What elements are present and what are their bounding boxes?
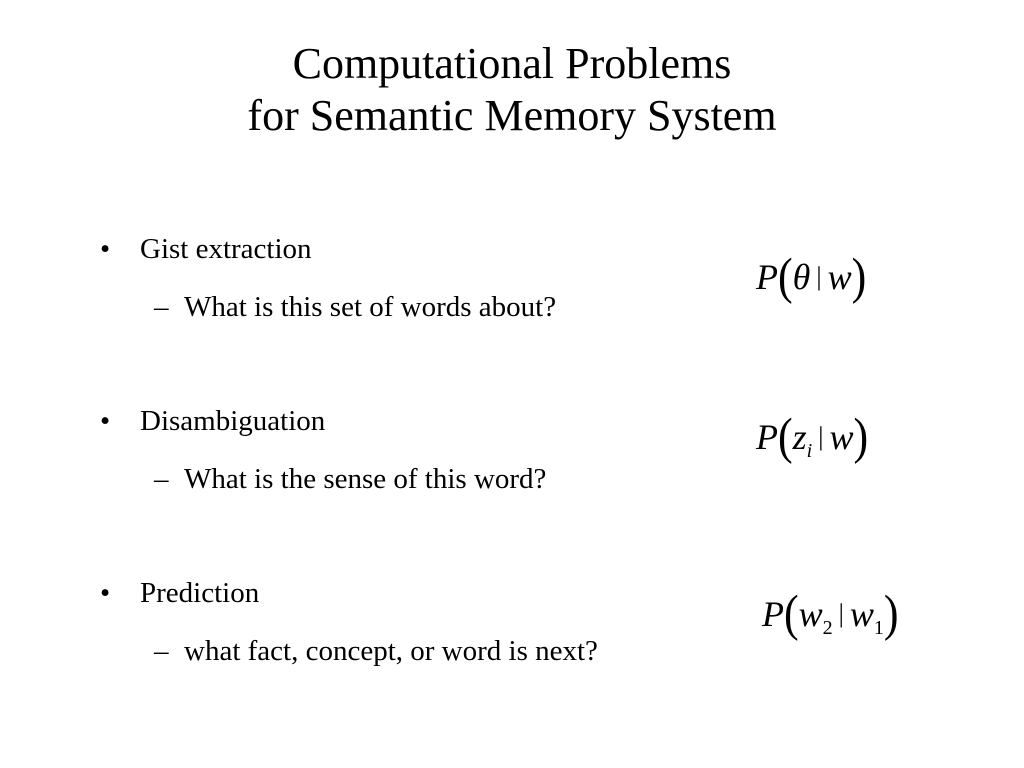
formula-p: P bbox=[762, 594, 784, 634]
formula-arg2: w bbox=[829, 417, 854, 457]
bullet-marker: • bbox=[100, 577, 111, 609]
bullet-text: Disambiguation bbox=[140, 405, 326, 437]
formula-bar: | bbox=[818, 422, 824, 451]
slide-title bbox=[0, 38, 1024, 142]
formula-bar: | bbox=[838, 599, 844, 628]
formula-close-paren: ) bbox=[883, 585, 899, 642]
formula-arg1-sub: 2 bbox=[822, 617, 833, 639]
formula-arg2: w bbox=[849, 594, 874, 634]
formula-arg1: z bbox=[792, 417, 807, 457]
sub-bullet-prediction-question bbox=[154, 634, 598, 668]
formula-arg1: w bbox=[798, 594, 823, 634]
formula-open-paren: ( bbox=[778, 248, 793, 305]
sub-bullet-text: What is this set of words about? bbox=[184, 291, 557, 323]
formula-p: P bbox=[756, 417, 778, 457]
formula-arg1: θ bbox=[792, 257, 811, 297]
sub-bullet-text: what fact, concept, or word is next? bbox=[184, 635, 598, 667]
formula-gist bbox=[756, 248, 867, 313]
bullet-marker: • bbox=[100, 405, 111, 437]
sub-bullet-marker: – bbox=[154, 463, 169, 495]
sub-bullet-text: What is the sense of this word? bbox=[184, 463, 547, 495]
formula-arg2-sub: 1 bbox=[873, 617, 884, 639]
formula-bar: | bbox=[816, 262, 822, 291]
bullet-prediction bbox=[100, 576, 259, 610]
formula-close-paren: ) bbox=[853, 408, 869, 465]
bullet-text: Gist extraction bbox=[140, 233, 312, 265]
slide-title-line-1: Computational Problems bbox=[292, 39, 732, 88]
formula-arg1-sub: i bbox=[806, 440, 813, 462]
slide-title-line-2: for Semantic Memory System bbox=[247, 91, 777, 140]
bullet-marker: • bbox=[100, 233, 111, 265]
bullet-disambiguation bbox=[100, 404, 325, 438]
formula-open-paren: ( bbox=[778, 408, 793, 465]
sub-bullet-marker: – bbox=[154, 291, 169, 323]
sub-bullet-disambiguation-question bbox=[154, 462, 546, 496]
formula-disambiguation bbox=[756, 408, 869, 473]
formula-close-paren: ) bbox=[851, 248, 867, 305]
formula-p: P bbox=[756, 257, 778, 297]
formula-prediction bbox=[762, 585, 899, 650]
bullet-text: Prediction bbox=[140, 577, 260, 609]
sub-bullet-marker: – bbox=[154, 635, 169, 667]
bullet-gist-extraction bbox=[100, 232, 312, 266]
formula-arg2: w bbox=[827, 257, 852, 297]
formula-open-paren: ( bbox=[784, 585, 799, 642]
sub-bullet-gist-question bbox=[154, 290, 556, 324]
